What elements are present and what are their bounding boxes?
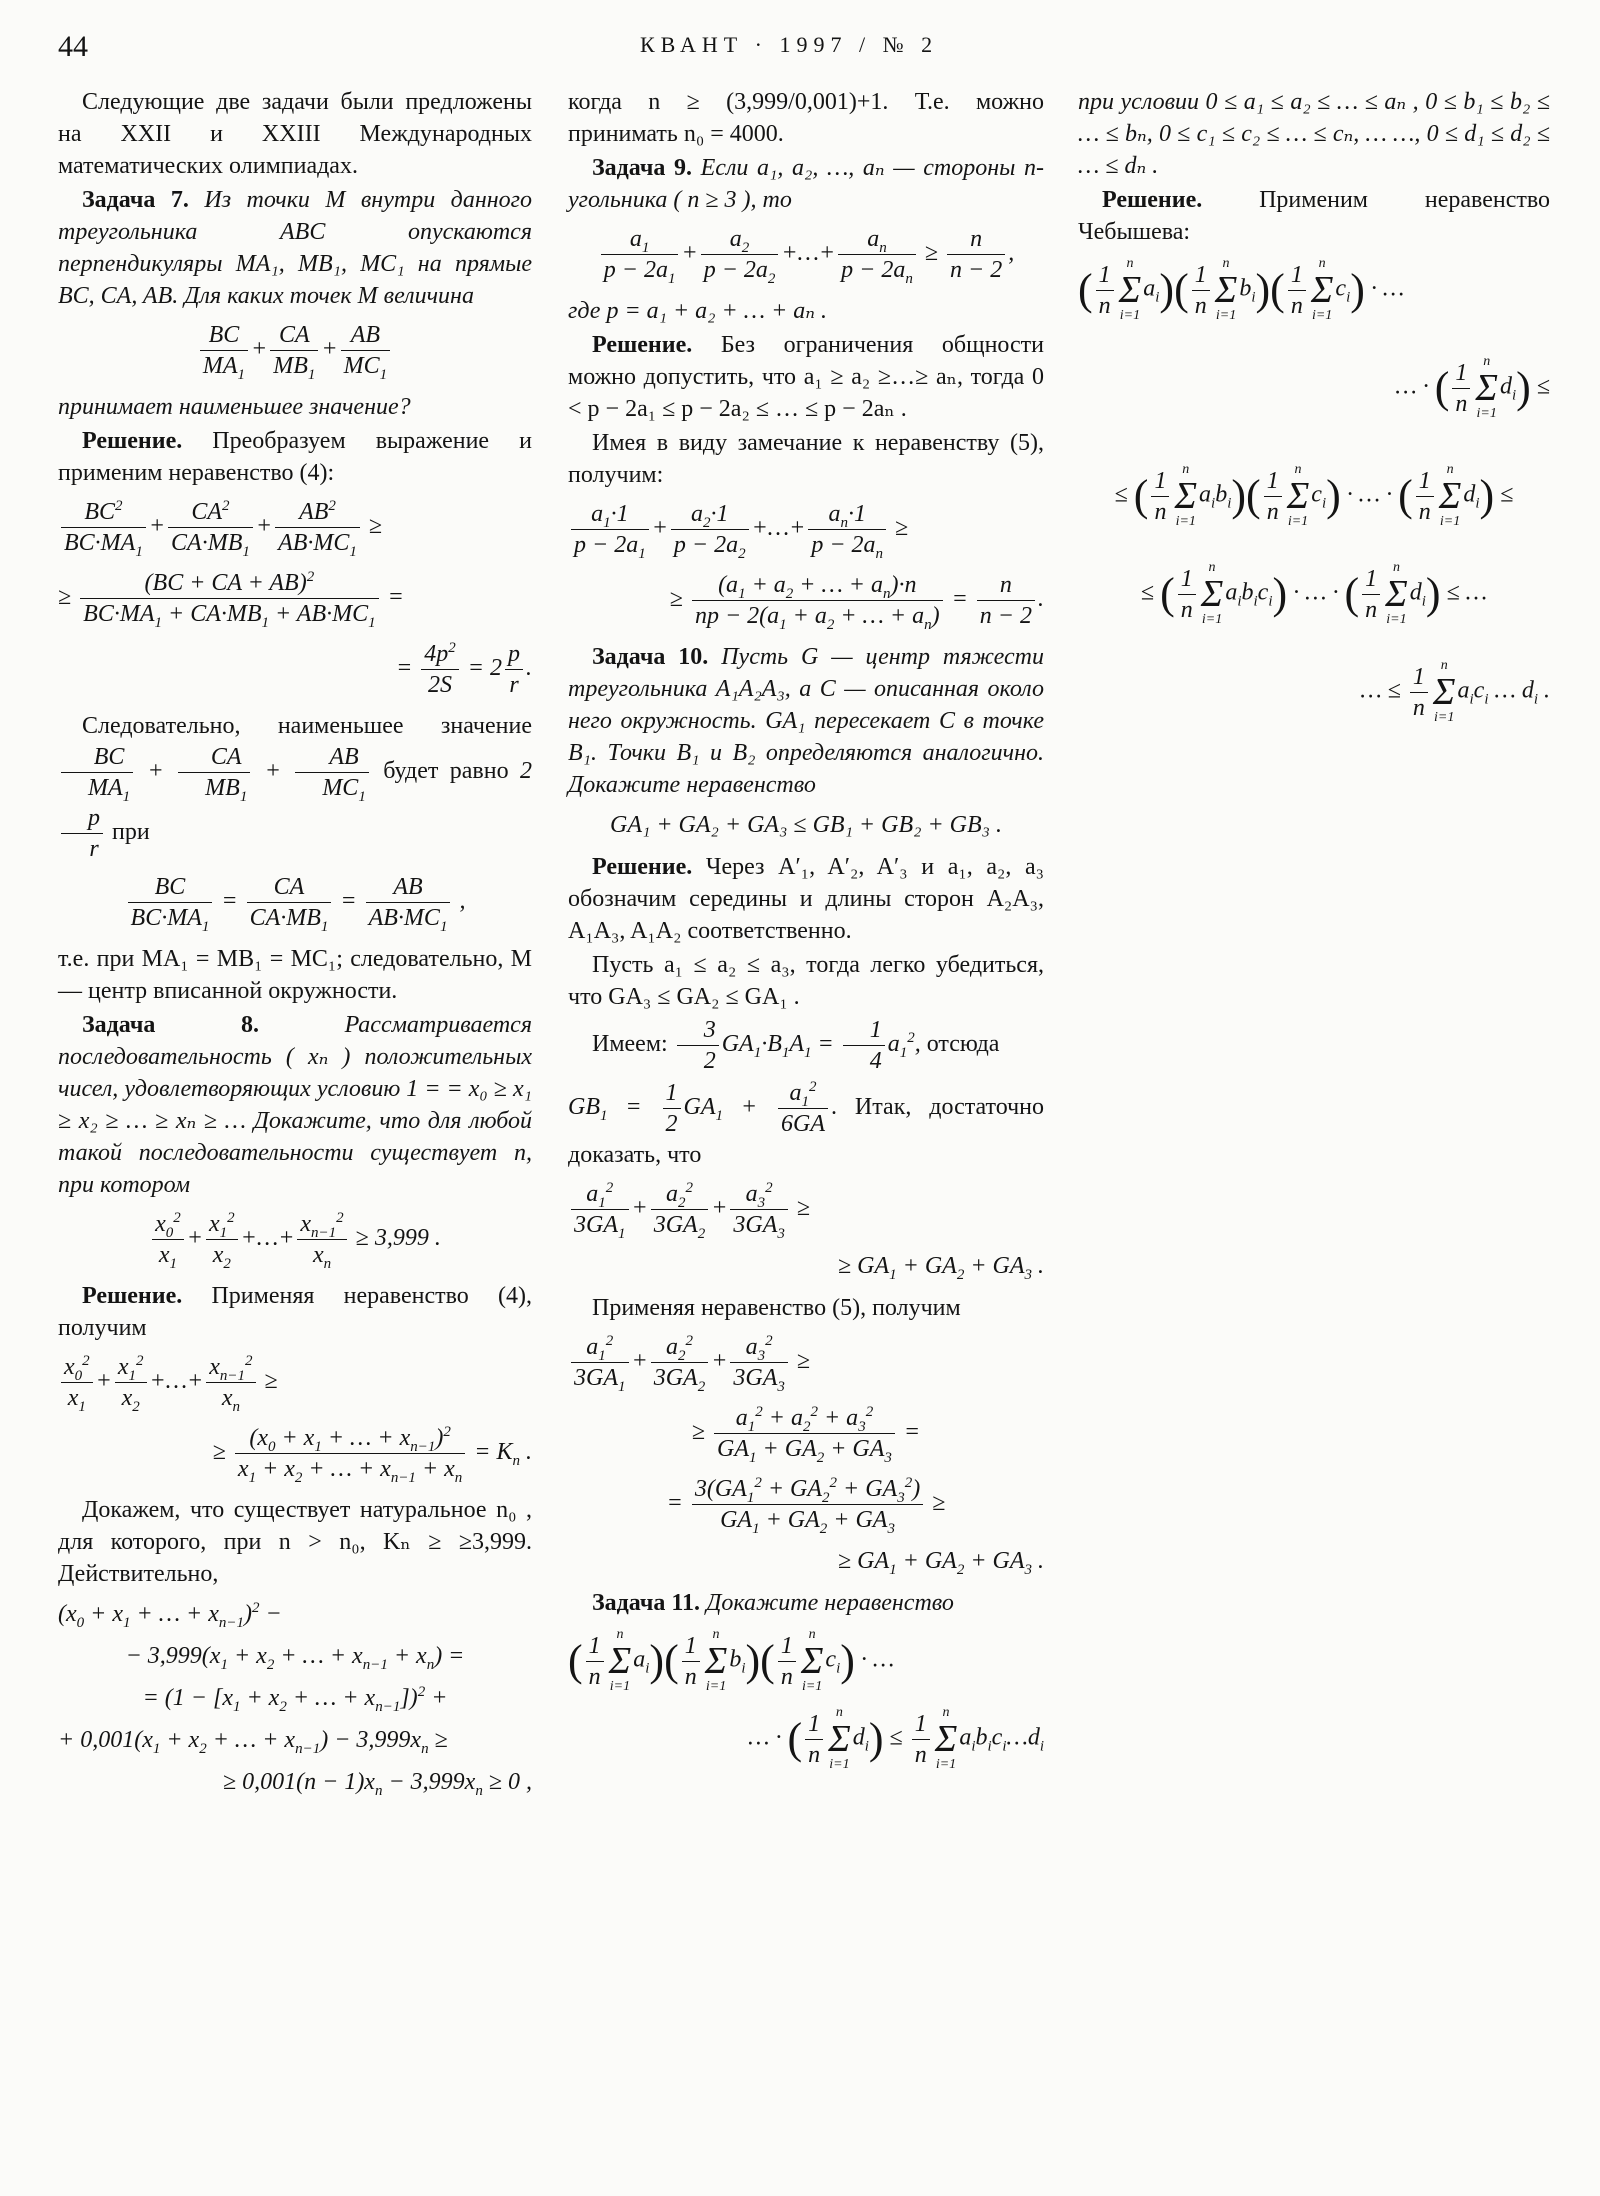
formula-10-step3: $\frac{a_1^2}{3GA_1}$ + $\frac{a_2^2}{3GA_2}$ + $\frac{a_3^2}{3GA_3}$ ≥ — [568, 1332, 1044, 1393]
problem-9 — [568, 152, 1044, 216]
formula-8-step2: ≥ $\frac{(x_0 + x_1 + \dots + x_{n-1})^2}{x_1 + x_2 + \dots + x_{n-1} + x_n}$ = $K_n$ . — [212, 1424, 532, 1486]
intro-paragraph: Следующие две задачи были предложены на XXII и XXIII Международных математических олимпиадах. — [58, 89, 532, 179]
formula-10-step2: ≥ $GA_1 + GA_2 + GA_3$ . — [837, 1253, 1044, 1283]
journal-title: КВАНТ · 1997 / № 2 — [640, 32, 939, 57]
problem-9-text: Если a₁, a₂, …, aₙ — стороны n-угольника ( n ≥ 3 ), то — [568, 155, 1044, 213]
problem-10-solution — [568, 851, 1044, 947]
formula-9-step1: $\frac{a_1\cdot 1}{p - 2a_1}$ + $\frac{a_2\cdot 1}{p - 2a_2}$ +…+ $\frac{a_n\cdot 1}{p - 2a_n}$ ≥ — [568, 499, 1044, 560]
formula-11-chebyshev-3: ≤ ( $\frac{1}{n}$ n Σ i=1 $a_ib_i$)( $\frac{1}{n}$ n Σ i=1 $c_i$) · … · ( $\frac{1}{n}$ n Σ i=1 $d_i$) ≤ — [1114, 462, 1514, 529]
formula-10-step6: ≥ $GA_1 + GA_2 + GA_3$ . — [837, 1548, 1044, 1578]
problem-10-text: Пусть G — центр тяжести треугольника A₁A₂A₃, а C — описанная около него окружность. GA₁ пересекает C в точке B₁. Точки B₁ и B₂ определяются аналогично. Докажите неравенство — [568, 644, 1044, 798]
condition-text: 0 ≤ a₁ ≤ a₂ ≤ … ≤ aₙ , 0 ≤ b₁ ≤ b₂ ≤ … ≤ bₙ, 0 ≤ c₁ ≤ c₂ ≤ … ≤ cₙ, … …, 0 ≤ d₁ ≤ d₂ ≤ … ≤ dₙ . — [1078, 89, 1551, 179]
problem-7-solution — [58, 425, 532, 489]
problem-8-solution — [58, 1280, 532, 1344]
conclusion-text-2: будет равно — [383, 758, 509, 785]
have-text: Имеем: — [592, 1031, 668, 1058]
column-2 — [568, 86, 1044, 1783]
problem-11-solution-text: Применим неравенство Чебышева: — [1078, 187, 1550, 245]
solution-label-10: Решение. — [592, 854, 693, 880]
problem-10-solution-text: Через A′₁, A′₂, A′₃ и a₁, a₂, a₃ обозначим середины и длины сторон A₂A₃, A₁A₃, A₁A₂ соответственно. — [568, 854, 1044, 944]
solution-label: Решение. — [82, 428, 183, 454]
condition-label: при условии — [1078, 89, 1200, 115]
problem-9-solution-2: Имея в виду замечание к неравенству (5), получим: — [568, 430, 1044, 488]
problem-11-condition — [1078, 86, 1550, 182]
formula-7-expression: $\frac{BC}{MA_1}$ + $\frac{CA}{MB_1}$ + $\frac{AB}{MC_1}$ — [58, 320, 532, 381]
problem-10-have: Имеем: $\frac{3}{2}$ $GA_1\cdot B_1A_1$ = $\frac{1}{4}$ $a_1^2$, отсюда — [592, 1017, 1000, 1074]
formula-11-line1: ( $\frac{1}{n}$ n Σ i=1 $a_i$)( $\frac{1}{n}$ n Σ i=1 $b_i$)( $\frac{1}{n}$ n Σ i=1 $c_i$) · … — [568, 1627, 895, 1694]
conclusion-text-1: Следовательно, наименьшее значение — [82, 713, 532, 739]
problem-7-text: Из точки M внутри данного треугольника ABC опускаются перпендикуляры MA₁, MB₁, MC₁ на прямые BC, CA, AB. Для каких точек M величина — [58, 187, 532, 309]
problem-7-solution-text: Преобразуем выражение и применим неравенство (4): — [58, 428, 533, 486]
problem-11-text: Докажите неравенство — [706, 1590, 954, 1616]
formula-10-step4: ≥ $\frac{a_1^2 + a_2^2 + a_3^2}{GA_1 + GA_2 + GA_3}$ = — [691, 1404, 921, 1466]
solution-label-11: Решение. — [1102, 187, 1203, 213]
problem-8-solution-text: Применяя неравенство (4), получим — [58, 1283, 532, 1341]
problem-8-text: Рассматривается последовательность ( xₙ ) положительных чисел, удовлетворяющих условию 1 = = x₀ ≥ x₁ ≥ x₂ ≥ … ≥ xₙ ≥ … Докажите, что для любой такой последовательности существует n, при котором — [58, 1012, 532, 1198]
column-3 — [1078, 86, 1550, 736]
formula-10-claim: GA₁ + GA₂ + GA₃ ≤ GB₁ + GB₂ + GB₃ . — [610, 812, 1002, 838]
formula-8-line5: ≥ $0,001(n - 1)x_n - 3,999x_n \ge 0$ , — [222, 1769, 532, 1799]
problem-9-solution — [568, 329, 1044, 425]
whence-text: отсюда — [926, 1031, 1000, 1058]
formula-8-line1: ($x_0 + x_1$ + … + $x_{n-1})^2$ − — [58, 1600, 282, 1631]
problem-10-label: Задача 10. — [592, 644, 709, 670]
problem-9-label: Задача 9. — [592, 155, 693, 181]
formula-8-line2: − $3,999(x_1 + x_2$ + … + $x_{n-1} + x_n$) = — [125, 1643, 465, 1673]
formula-7-equality: $\frac{BC}{BC\cdot MA_1}$ = $\frac{CA}{CA\cdot MB_1}$ = $\frac{AB}{AB\cdot MC_1}$ , — [58, 872, 532, 933]
formula-8-line4: + $0,001(x_1 + x_2$ + … + $x_{n-1}) - 3,999x_n$ ≥ — [58, 1727, 448, 1757]
enough-text: . Итак, достаточно доказать, что — [568, 1094, 1045, 1168]
formula-11-chebyshev-5: … ≤ $\frac{1}{n}$ n Σ i=1 $a_ic_i$ … $d_i$ . — [1360, 658, 1550, 725]
problem-11-solution — [1078, 184, 1550, 248]
solution-label-8: Решение. — [82, 1283, 183, 1309]
problem-10-paragraph-2: Пусть a₁ ≤ a₂ ≤ a₃, тогда легко убедиться, что GA₃ ≤ GA₂ ≤ GA₁ . — [568, 952, 1044, 1010]
problem-7-final: т.е. при MA₁ = MB₁ = MC₁; следовательно, M — центр вписанной окружности. — [58, 946, 532, 1004]
solution-label-9: Решение. — [592, 332, 693, 358]
problem-9-solution-text: Без ограничения общности можно допустить, что a₁ ≥ a₂ ≥…≥ aₙ, тогда 0 < p − 2a₁ ≤ p − 2a₂ ≤ … ≤ p − 2aₙ . — [568, 332, 1044, 422]
problem-7-label: Задача 7. — [82, 187, 189, 213]
column-1 — [58, 86, 532, 1808]
problem-11-label: Задача 11. — [592, 1590, 701, 1616]
formula-10-step1: $\frac{a_1^2}{3GA_1}$ + $\frac{a_2^2}{3GA_2}$ + $\frac{a_3^2}{3GA_3}$ ≥ — [568, 1179, 1044, 1240]
problem-8-paragraph-2: Докажем, что существует натуральное n₀ , для которого, при n > n₀, Kₙ ≥ ≥3,999. Действительно, — [58, 1497, 532, 1587]
formula-7-step1: $\frac{BC^2}{BC\cdot MA_1}$ + $\frac{CA^2}{CA\cdot MB_1}$ + $\frac{AB^2}{AB\cdot MC_1}$ ≥ — [58, 497, 532, 558]
problem-7-question: принимает наименьшее значение? — [58, 394, 411, 420]
conclusion-text-3: при — [112, 819, 150, 846]
formula-11-line2: … · ( $\frac{1}{n}$ n Σ i=1 $d_i$) ≤ $\frac{1}{n}$ n Σ i=1 $a_ib_ic_i\dots d_i$ — [748, 1705, 1044, 1772]
formula-8-claim: $\frac{x_0^2}{x_1}$ + $\frac{x_1^2}{x_2}$ +…+ $\frac{x_{n-1}^2}{x_n}$ ≥ 3,999 . — [58, 1209, 532, 1270]
page-number: 44 — [58, 30, 88, 63]
problem-9-where: где p = a₁ + a₂ + … + aₙ . — [568, 298, 827, 324]
formula-11-chebyshev-2: … · ( $\frac{1}{n}$ n Σ i=1 $d_i$) ≤ — [1395, 354, 1550, 421]
formula-8-line3: = ($1 - [x_1 + x_2$ + … + $x_{n-1}])^2$ + — [142, 1684, 448, 1715]
problem-10 — [568, 641, 1044, 801]
problem-10-gb: $GB_1$ = $\frac{1}{2}$ $GA_1$ + $\frac{a_1^2}{6GA}$ . Итак, достаточно доказать, что — [568, 1079, 1045, 1168]
problem-10-apply: Применяя неравенство (5), получим — [592, 1295, 961, 1321]
formula-9-step2: ≥ $\frac{(a_1 + a_2 + \dots + a_n)\cdot n}{np - 2(a_1 + a_2 + \dots + a_n)}$ = $\frac{n}{n - 2}$ . — [669, 572, 1044, 633]
problem-7 — [58, 184, 532, 312]
page-header — [0, 26, 1600, 66]
formula-11-chebyshev-4: ≤ ( $\frac{1}{n}$ n Σ i=1 $a_ib_ic_i$) · … · ( $\frac{1}{n}$ n Σ i=1 $d_i$) ≤ … — [1140, 560, 1488, 627]
problem-7-conclusion: Следовательно, наименьшее значение $\frac{BC}{MA_1}$ + $\frac{CA}{MB_1}$ + $\frac{AB}{MC_1}$ будет равно 2 $\frac{p}{r}$ при — [58, 710, 532, 864]
problem-8-label: Задача 8. — [82, 1012, 259, 1038]
problem-8 — [58, 1009, 532, 1201]
formula-10-step5: = $\frac{3(GA_1^2 + GA_2^2 + GA_3^2)}{GA_1 + GA_2 + GA_3}$ ≥ — [666, 1475, 946, 1537]
formula-9-claim: $\frac{a_1}{p - 2a_1}$ + $\frac{a_2}{p - 2a_2}$ +…+ $\frac{a_n}{p - 2a_n}$ ≥ $\frac{n}{n - 2}$ , — [568, 224, 1044, 285]
formula-7-step3: = $\frac{4p^2}{2S}$ = 2 $\frac{p}{r}$ . — [396, 640, 532, 698]
formula-7-step2: ≥ $\frac{(BC + CA + AB)^2}{BC\cdot MA_1 + CA\cdot MB_1 + AB\cdot MC_1}$ = — [58, 569, 404, 631]
formula-8-step1: $\frac{x_0^2}{x_1}$ + $\frac{x_1^2}{x_2}$ +…+ $\frac{x_{n-1}^2}{x_n}$ ≥ — [58, 1352, 532, 1413]
formula-11-chebyshev-1: ( $\frac{1}{n}$ n Σ i=1 $a_i$)( $\frac{1}{n}$ n Σ i=1 $b_i$)( $\frac{1}{n}$ n Σ i=1 $c_i$) · … — [1078, 256, 1405, 323]
problem-11 — [568, 1587, 1044, 1619]
problem-8-continuation: когда n ≥ (3,999/0,001)+1. Т.е. можно принимать n₀ = 4000. — [568, 89, 1044, 147]
